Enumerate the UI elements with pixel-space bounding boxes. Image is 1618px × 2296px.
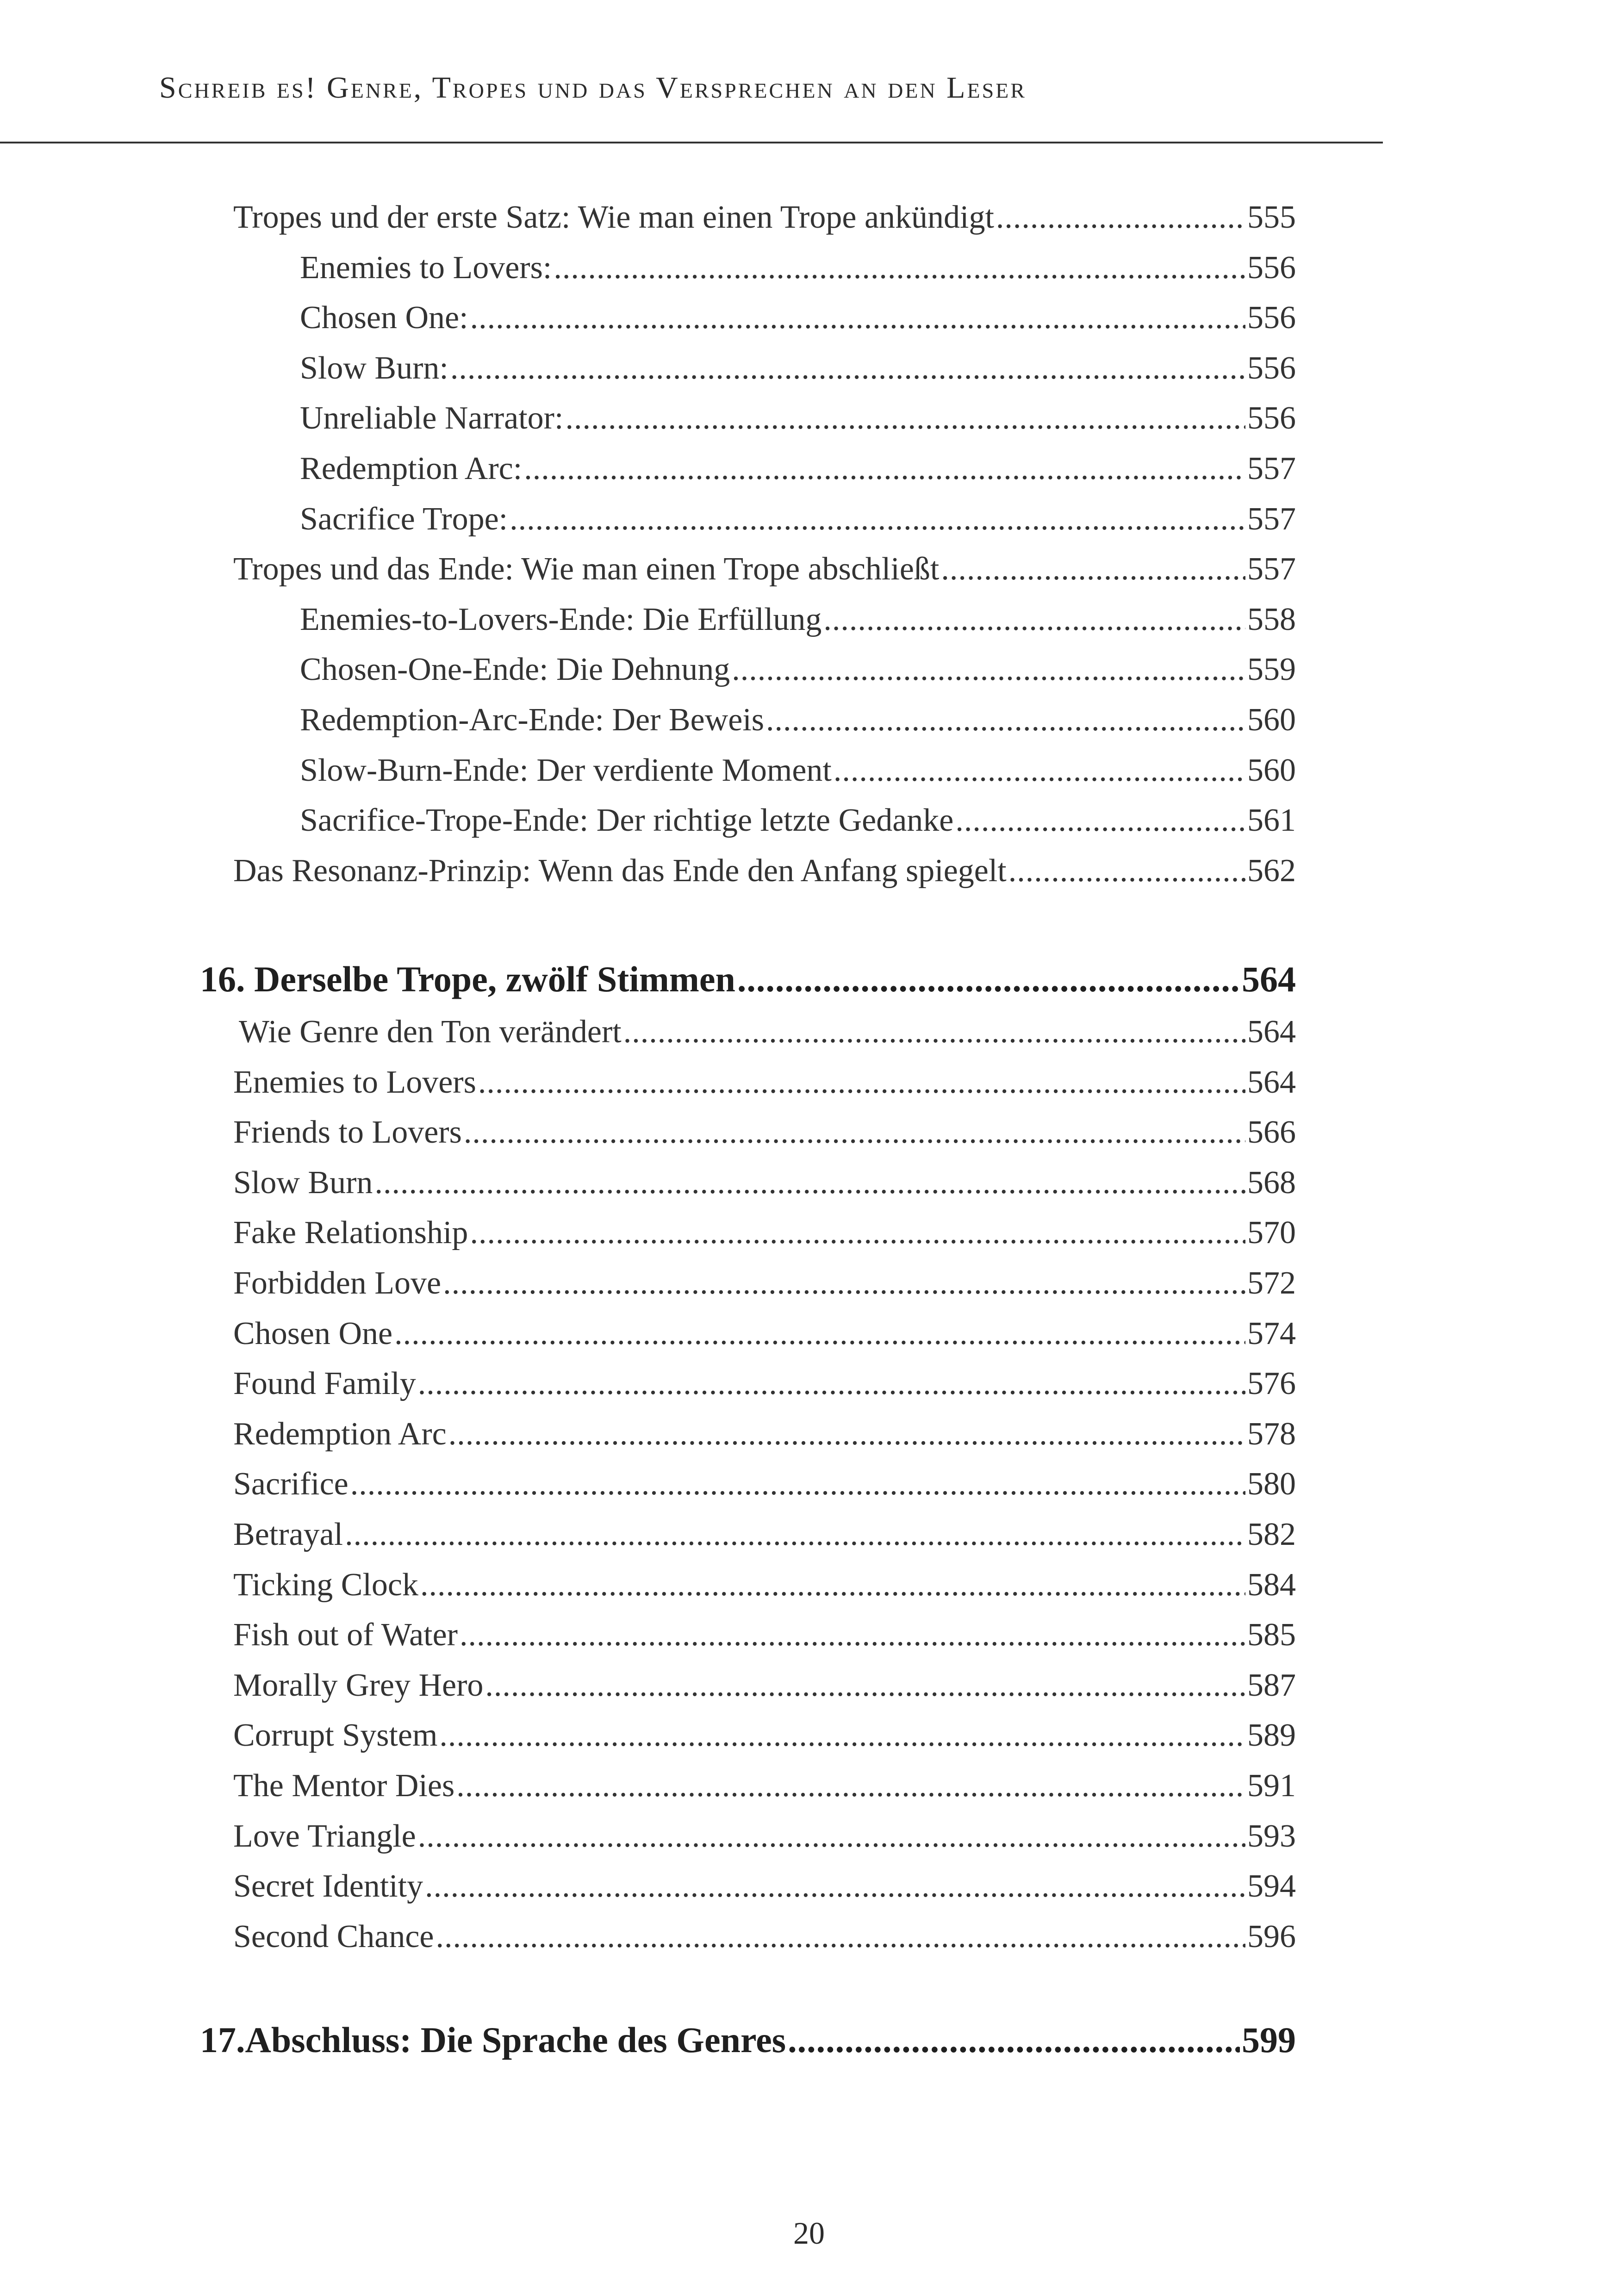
toc-entry-page: 559: [1247, 652, 1296, 688]
toc-entry-page: 584: [1247, 1567, 1296, 1603]
dot-leader: [485, 1663, 1245, 1708]
toc-entry[interactable]: [233, 1261, 1296, 1306]
dot-leader: [478, 1060, 1245, 1105]
toc-entry-page: 578: [1247, 1416, 1296, 1452]
dot-leader: [1008, 849, 1245, 893]
toc-entry-label: Found Family: [233, 1366, 416, 1402]
toc-entry[interactable]: [300, 748, 1296, 793]
toc-entry[interactable]: [300, 647, 1296, 692]
toc-entry-label: Morally Grey Hero: [233, 1667, 484, 1703]
toc-entry-page: 566: [1247, 1114, 1296, 1151]
toc-entry[interactable]: [300, 296, 1296, 340]
toc-entry[interactable]: [233, 1312, 1296, 1356]
toc-entry[interactable]: [233, 1060, 1296, 1105]
toc-entry[interactable]: [233, 1512, 1296, 1557]
toc-entry-page: 556: [1247, 400, 1296, 436]
toc-entry-page: 599: [1242, 2020, 1296, 2060]
toc-entry-page: 561: [1247, 803, 1296, 839]
toc-entry[interactable]: [300, 698, 1296, 742]
toc-entry-label: 16. Derselbe Trope, zwölf Stimmen: [200, 959, 735, 999]
dot-leader: [350, 1462, 1245, 1506]
toc-entry-label: Slow Burn:: [300, 350, 448, 386]
toc-entry-label: Fake Relationship: [233, 1215, 468, 1251]
toc-entry-label: Chosen One: [233, 1315, 393, 1351]
toc-entry[interactable]: [233, 1110, 1296, 1155]
toc-chapter-entry[interactable]: [200, 957, 1296, 1002]
dot-leader: [554, 246, 1245, 290]
toc-entry-label: Slow-Burn-Ende: Der verdiente Moment: [300, 752, 832, 788]
dot-leader: [996, 195, 1245, 240]
toc-entry[interactable]: [300, 447, 1296, 491]
dot-leader: [443, 1261, 1245, 1306]
toc-entry[interactable]: [233, 1613, 1296, 1657]
toc-entry-page: 580: [1247, 1466, 1296, 1502]
toc-entry-page: 564: [1247, 1014, 1296, 1050]
toc-entry-page: 557: [1247, 501, 1296, 537]
dot-leader: [418, 1814, 1245, 1859]
toc-entry-page: 572: [1247, 1265, 1296, 1301]
dot-leader: [420, 1563, 1245, 1607]
toc-entry[interactable]: [233, 1915, 1296, 1959]
toc-entry-label: Wie Genre den Ton verändert: [239, 1014, 622, 1050]
toc-chapter-entry[interactable]: [200, 2018, 1296, 2062]
toc-entry[interactable]: [300, 497, 1296, 541]
toc-entry-page: 594: [1247, 1868, 1296, 1904]
toc-entry-label: Tropes und das Ende: Wie man einen Trope abschließt: [233, 551, 940, 587]
page-number: 20: [793, 2215, 825, 2251]
toc-entry-label: Ticking Clock: [233, 1567, 418, 1603]
toc-entry-page: 562: [1247, 852, 1296, 889]
toc-entry[interactable]: [233, 1663, 1296, 1708]
dot-leader: [732, 647, 1245, 692]
dot-leader: [470, 296, 1245, 340]
toc-entry-label: Unreliable Narrator:: [300, 400, 564, 436]
toc-entry-page: 596: [1247, 1918, 1296, 1954]
toc-entry-label: Secret Identity: [233, 1868, 423, 1904]
toc-entry-page: 556: [1247, 249, 1296, 286]
dot-leader: [565, 396, 1245, 441]
toc-entry[interactable]: [233, 547, 1296, 591]
toc-entry-label: Enemies to Lovers: [233, 1064, 476, 1100]
toc-entry[interactable]: [233, 849, 1296, 893]
dot-leader: [448, 1412, 1245, 1456]
dot-leader: [374, 1161, 1245, 1205]
toc-entry-page: 564: [1247, 1064, 1296, 1100]
toc-entry-label: Tropes und der erste Satz: Wie man einen Trope ankündigt: [233, 199, 994, 235]
toc-entry-page: 556: [1247, 350, 1296, 386]
toc-entry-label: Sacrifice: [233, 1466, 348, 1502]
toc-entry[interactable]: [300, 246, 1296, 290]
toc-entry[interactable]: [233, 1362, 1296, 1406]
toc-entry-page: 570: [1247, 1215, 1296, 1251]
dot-leader: [345, 1512, 1245, 1557]
toc-entry-page: 557: [1247, 551, 1296, 587]
toc-entry-page: 558: [1247, 601, 1296, 637]
toc-entry-label: Betrayal: [233, 1517, 343, 1552]
dot-leader: [456, 1764, 1245, 1808]
dot-leader: [510, 497, 1245, 541]
toc-entry-label: Enemies-to-Lovers-Ende: Die Erfüllung: [300, 601, 822, 637]
dot-leader: [436, 1915, 1245, 1959]
toc-entry-page: 568: [1247, 1164, 1296, 1201]
dot-leader: [470, 1211, 1245, 1255]
toc-entry-label: Chosen-One-Ende: Die Dehnung: [300, 652, 730, 688]
toc-entry[interactable]: [233, 1814, 1296, 1859]
toc-entry[interactable]: [239, 1010, 1296, 1054]
toc-entry[interactable]: [233, 1713, 1296, 1758]
toc-entry-page: 587: [1247, 1667, 1296, 1703]
dot-leader: [524, 447, 1245, 491]
toc-entry-label: 17.Abschluss: Die Sprache des Genres: [200, 2020, 786, 2060]
toc-entry-label: Slow Burn: [233, 1164, 373, 1201]
toc-entry-label: Love Triangle: [233, 1818, 416, 1854]
toc-entry-label: Chosen One:: [300, 300, 468, 336]
toc-entry-page: 560: [1247, 702, 1296, 738]
dot-leader: [955, 798, 1245, 843]
toc-entry-page: 557: [1247, 451, 1296, 486]
running-header: Schreib es! Genre, Tropes und das Versprechen an den Leser: [159, 71, 1027, 105]
toc-entry-page: 591: [1247, 1768, 1296, 1804]
toc-entry[interactable]: [233, 195, 1296, 240]
toc-entry-page: 574: [1247, 1315, 1296, 1351]
dot-leader: [460, 1613, 1245, 1657]
toc-entry-label: Second Chance: [233, 1918, 434, 1954]
toc-entry-label: Redemption Arc:: [300, 451, 523, 486]
dot-leader: [788, 2018, 1240, 2062]
toc-entry-page: 585: [1247, 1617, 1296, 1653]
dot-leader: [823, 597, 1245, 642]
toc-entry-label: Friends to Lovers: [233, 1114, 462, 1151]
dot-leader: [737, 957, 1240, 1002]
toc-entry[interactable]: [233, 1864, 1296, 1909]
toc-entry[interactable]: [233, 1161, 1296, 1205]
toc-entry[interactable]: [233, 1462, 1296, 1506]
toc-entry-label: Corrupt System: [233, 1717, 438, 1754]
toc-entry-label: Das Resonanz-Prinzip: Wenn das Ende den Anfang spiegelt: [233, 852, 1007, 889]
toc-entry[interactable]: [300, 346, 1296, 391]
toc-entry-label: Enemies to Lovers:: [300, 249, 552, 286]
dot-leader: [623, 1010, 1245, 1054]
toc-entry[interactable]: [233, 1211, 1296, 1255]
toc-entry-label: Redemption Arc: [233, 1416, 447, 1452]
dot-leader: [834, 748, 1245, 793]
toc-entry[interactable]: [300, 597, 1296, 642]
toc-entry-page: 564: [1242, 959, 1296, 999]
toc-entry-label: Sacrifice Trope:: [300, 501, 508, 537]
toc-entry[interactable]: [233, 1764, 1296, 1808]
toc-entry-label: Sacrifice-Trope-Ende: Der richtige letzte Gedanke: [300, 803, 954, 839]
toc-entry[interactable]: [300, 396, 1296, 441]
dot-leader: [439, 1713, 1245, 1758]
toc-entry-label: Fish out of Water: [233, 1617, 458, 1653]
toc-entry[interactable]: [233, 1563, 1296, 1607]
dot-leader: [418, 1362, 1245, 1406]
toc-entry-page: 555: [1247, 199, 1296, 235]
toc-entry-label: Redemption-Arc-Ende: Der Beweis: [300, 702, 765, 738]
toc-entry-page: 593: [1247, 1818, 1296, 1854]
dot-leader: [464, 1110, 1245, 1155]
dot-leader: [941, 547, 1245, 591]
dot-leader: [394, 1312, 1245, 1356]
dot-leader: [425, 1864, 1245, 1909]
toc-entry-page: 560: [1247, 752, 1296, 788]
toc-entry-page: 582: [1247, 1517, 1296, 1552]
toc-entry-page: 556: [1247, 300, 1296, 336]
toc-entry-label: The Mentor Dies: [233, 1768, 455, 1804]
toc-entry-page: 576: [1247, 1366, 1296, 1402]
toc-entry-page: 589: [1247, 1717, 1296, 1754]
toc-entry-label: Forbidden Love: [233, 1265, 442, 1301]
dot-leader: [766, 698, 1245, 742]
dot-leader: [450, 346, 1245, 391]
toc-entry[interactable]: [233, 1412, 1296, 1456]
toc-entry[interactable]: [300, 798, 1296, 843]
